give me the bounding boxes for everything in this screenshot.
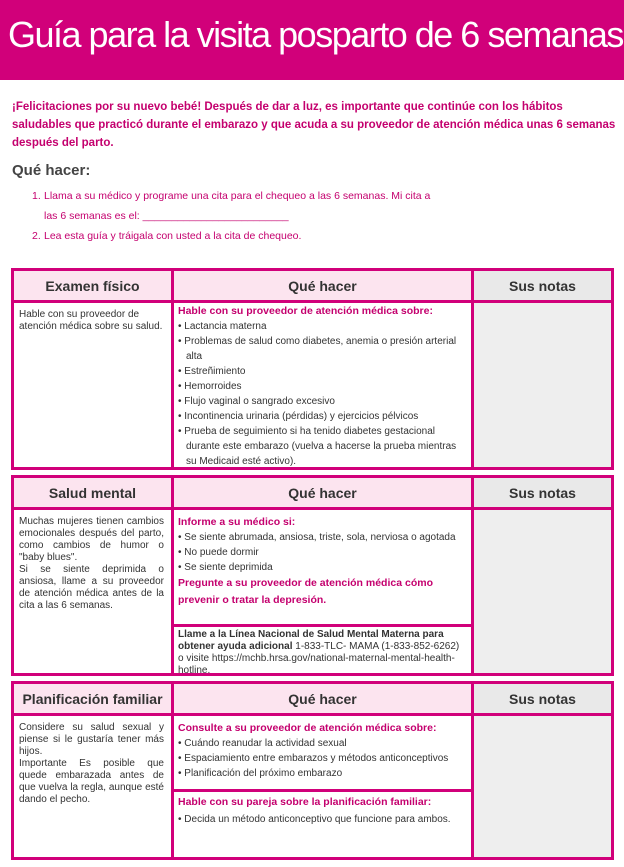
todo-item-1: 1. Llama a su médico y programe una cita para el chequeo a las 6 semanas. Mi cita a las 6 semanas es el: _________________________ (32, 190, 431, 222)
physical-notes-header: Sus notas (474, 271, 611, 300)
mental-todo-content: Informe a su médico si: • Se siente abrumada, ansiosa, triste, sola, nerviosa o agotada • No puede dormir • Se siente deprimida Pregunte a su proveedor de atención médica cómo prevenir o tratar la depresión. (178, 515, 467, 609)
list-item: • Se siente deprimida (178, 560, 467, 575)
list-item: • Cuándo reanudar la actividad sexual (178, 736, 467, 751)
mental-hotline: Llame a la Línea Nacional de Salud Mental Materna para obtener ayuda adicional 1-833-TLC- MAMA (1-833-852-6262) o visite https://mchb.hrsa.gov/national-maternal-mental-health-hotline. (178, 629, 460, 676)
physical-description: Hable con su proveedor de atención médica sobre su salud. (19, 309, 163, 332)
section-physical-exam (11, 268, 614, 470)
list-item: • Problemas de salud como diabetes, anemia o presión arterial alta (178, 334, 467, 364)
todo-heading: Qué hacer: (12, 162, 91, 179)
list-item: • Estreñimiento (178, 364, 467, 379)
todo-item-2: 2. Lea esta guía y tráigala con usted a la cita de chequeo. (32, 230, 302, 242)
mental-title: Salud mental (14, 478, 171, 507)
list-item: • Planificación del próximo embarazo (178, 766, 467, 781)
list-item: • Prueba de seguimiento si ha tenido diabetes gestacional durante este embarazo (vuelva a hacerse la prueba mientras su Medicaid esté activo). (178, 424, 467, 469)
intro-text: ¡Felicitaciones por su nuevo bebé! Después de dar a luz, es importante que continúe con los hábitos saludables que practicó durante el embarazo y que acuda a su proveedor de atención médica unas 6 semanas después del parto. (12, 101, 616, 149)
section-family-planning (11, 681, 614, 860)
planning-todo-content: Consulte a su proveedor de atención médica sobre: • Cuándo reanudar la actividad sexual • Espaciamiento entre embarazos y métodos anticonceptivos • Planificación del próximo embarazo (178, 721, 467, 781)
planning-what-header: Qué hacer (174, 684, 471, 713)
physical-title: Examen físico (14, 271, 171, 300)
page-title: Guía para la visita posparto de 6 semanas (0, 0, 624, 80)
planning-description: Considere su salud sexual y piense si le gustaría tener más hijos. Importante Es posible que quede embarazada antes de que vuelva la regla, aunque esté dando el pecho. (19, 722, 164, 805)
list-item: • Lactancia materna (178, 319, 467, 334)
list-item: • Flujo vaginal o sangrado excesivo (178, 394, 467, 409)
planning-partner-content: Hable con su pareja sobre la planificación familiar: • Decida un método anticonceptivo que funcione para ambos. (178, 795, 467, 825)
planning-notes-column[interactable] (474, 684, 611, 857)
planning-partner-list (178, 814, 467, 825)
planning-title: Planificación familiar (14, 684, 171, 713)
physical-topics-list (178, 319, 467, 469)
physical-todo-content: Hable con su proveedor de atención médica sobre: • Lactancia materna • Problemas de salud como diabetes, anemia o presión arterial alta • Estreñimiento • Hemorroides • Flujo vaginal o sangrado excesivo • Incontinencia urinaria (pérdidas) y ejercicios pélvicos • Prueba de seguimiento si ha tenido diabetes gestacional durante este embarazo (vuelva a hacerse la prueba mientras su Medicaid esté activo). (178, 304, 467, 469)
planning-topics-list (178, 736, 467, 781)
planning-todo-column (174, 684, 471, 857)
list-item: • Espaciamiento entre embarazos y métodos anticonceptivos (178, 751, 467, 766)
mental-symptoms-list (178, 530, 467, 575)
planning-description-column (14, 684, 171, 857)
list-item: • Hemorroides (178, 379, 467, 394)
mental-what-header: Qué hacer (174, 478, 471, 507)
list-item: • Se siente abrumada, ansiosa, triste, sola, nerviosa o agotada (178, 530, 467, 545)
physical-what-header: Qué hacer (174, 271, 471, 300)
mental-description: Muchas mujeres tienen cambios emocionales después del parto, como cambios de humor o "baby blues". Si se siente deprimida o ansiosa, llame a su proveedor de atención médica antes de la cita a las 6 semanas. (19, 516, 164, 611)
todo-list (32, 186, 472, 246)
list-item: • Incontinencia urinaria (pérdidas) y ejercicios pélvicos (178, 409, 467, 424)
planning-notes-header: Sus notas (474, 684, 611, 713)
mental-notes-header: Sus notas (474, 478, 611, 507)
list-item: • Decida un método anticonceptivo que funcione para ambos. (178, 814, 467, 825)
section-mental-health (11, 475, 614, 676)
list-item: • No puede dormir (178, 545, 467, 560)
